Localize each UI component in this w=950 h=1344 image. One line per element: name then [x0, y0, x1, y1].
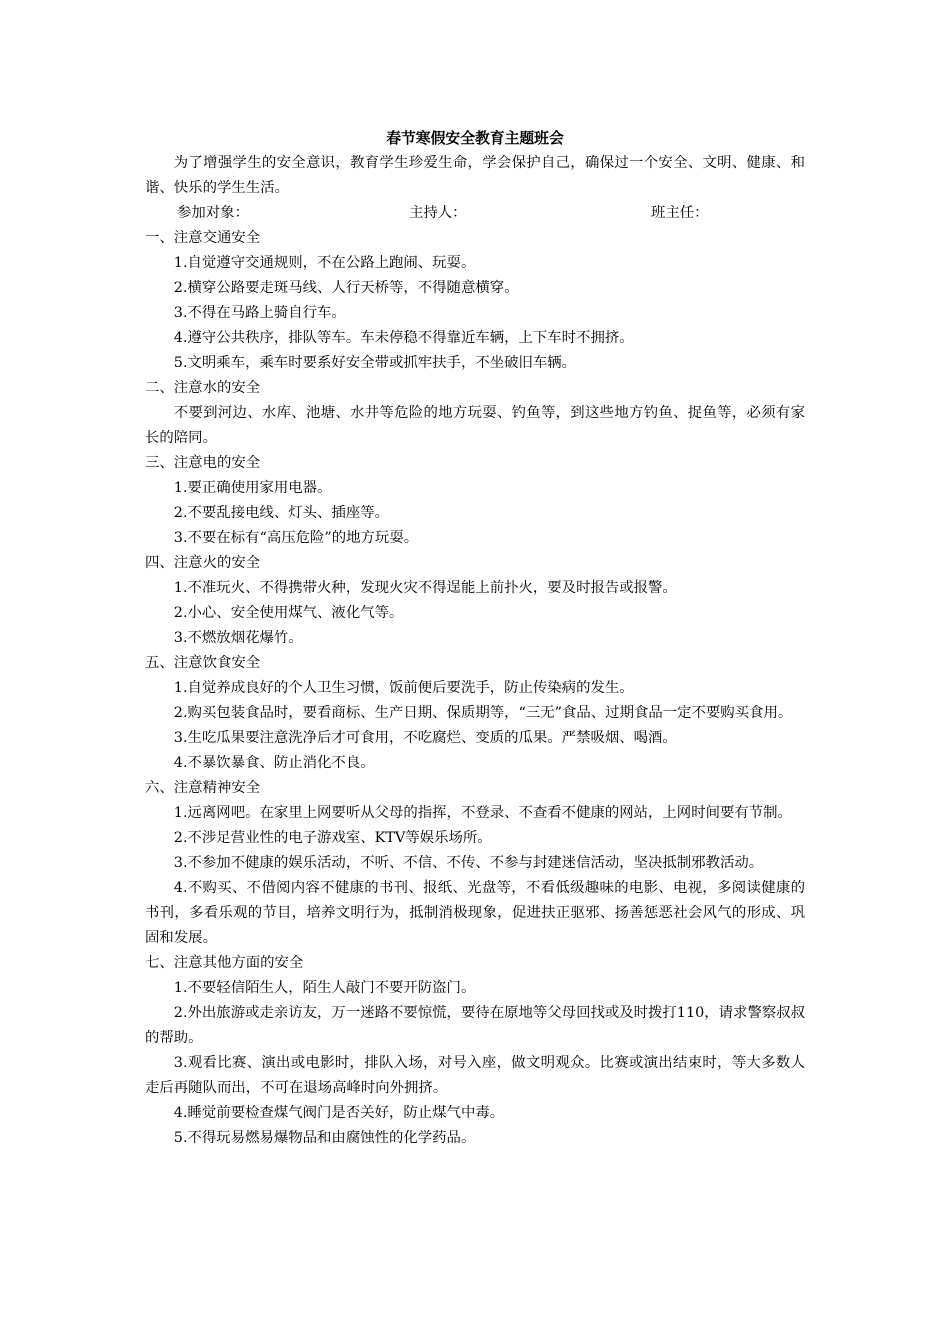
- intro-paragraph: 为了增强学生的安全意识，教育学生珍爱生命，学会保护自己，确保过一个安全、文明、健康、和谐、快乐的学生生活。: [145, 155, 805, 196]
- section-item: 3.不参加不健康的娱乐活动，不听、不信、不传、不参与封建迷信活动，坚决抵制邪教活动。: [173, 855, 764, 871]
- section-item: 不要到河边、水库、池塘、水井等危险的地方玩耍、钓鱼等，到这些地方钓鱼、捉鱼等，必须有家长的陪同。: [145, 405, 805, 446]
- meta-participants: 参加对象：: [177, 205, 249, 221]
- section-item: 5.文明乘车，乘车时要系好安全带或抓牢扶手，不坐破旧车辆。: [173, 355, 577, 371]
- section-item: 3.观看比赛、演出或电影时，排队入场，对号入座，做文明观众。比赛或演出结束时，等大多数人走后再随队而出，不可在退场高峰时向外拥挤。: [145, 1055, 805, 1096]
- section-item: 4.睡觉前要检查煤气阀门是否关好，防止煤气中毒。: [173, 1105, 505, 1121]
- document-title: 春节寒假安全教育主题班会: [386, 130, 564, 147]
- section-heading: 一、注意交通安全: [145, 230, 261, 246]
- section-item: 1.不要轻信陌生人，陌生人敲门不要开防盗门。: [173, 980, 476, 996]
- meta-row: [145, 201, 805, 226]
- section-food: [145, 651, 805, 776]
- section-other: [145, 951, 805, 1151]
- section-item: 1.远离网吧。在家里上网要听从父母的指挥，不登录、不查看不健康的网站，上网时间要有节制。: [173, 805, 792, 821]
- section-item: 2.小心、安全使用煤气、液化气等。: [173, 605, 404, 621]
- section-item: 4.遵守公共秩序，排队等车。车未停稳不得靠近车辆，上下车时不拥挤。: [173, 330, 634, 346]
- section-item: 4.不暴饮暴食、防止消化不良。: [173, 755, 375, 771]
- section-heading: 二、注意水的安全: [145, 380, 261, 396]
- section-heading: 五、注意饮食安全: [145, 655, 261, 671]
- section-item: 3.生吃瓜果要注意洗净后才可食用，不吃腐烂、变质的瓜果。严禁吸烟、喝酒。: [173, 730, 677, 746]
- section-heading: 六、注意精神安全: [145, 780, 261, 796]
- section-heading: 三、注意电的安全: [145, 455, 261, 471]
- section-heading: 七、注意其他方面的安全: [145, 955, 304, 971]
- section-item: 2.外出旅游或走亲访友，万一迷路不要惊慌，要待在原地等父母回找或及时拨打110，请求警察叔叔的帮助。: [145, 1005, 806, 1046]
- section-item: 4.不购买、不借阅内容不健康的书刊、报纸、光盘等，不看低级趣味的电影、电视，多阅读健康的书刊，多看乐观的节目，培养文明行为，抵制消极现象，促进扶正驱邪、扬善惩恶社会风气的形成、巩固和发展。: [145, 880, 805, 946]
- section-item: 1.自觉养成良好的个人卫生习惯，饭前便后要洗手，防止传染病的发生。: [173, 680, 634, 696]
- section-item: 1.要正确使用家用电器。: [173, 480, 332, 496]
- section-item: 3.不得在马路上骑自行车。: [173, 305, 346, 321]
- section-item: 3.不燃放烟花爆竹。: [173, 630, 303, 646]
- section-item: 2.不要乱接电线、灯头、插座等。: [173, 505, 389, 521]
- meta-host: 主持人：: [409, 205, 467, 221]
- section-fire: [145, 551, 805, 651]
- section-item: 5.不得玩易燃易爆物品和由腐蚀性的化学药品。: [173, 1130, 476, 1146]
- section-item: 2.不涉足营业性的电子游戏室、KTV等娱乐场所。: [173, 830, 492, 846]
- section-mental: [145, 776, 805, 951]
- meta-teacher: 班主任：: [651, 205, 709, 221]
- section-item: 1.自觉遵守交通规则，不在公路上跑闹、玩耍。: [173, 255, 476, 271]
- section-item: 2.购买包装食品时，要看商标、生产日期、保质期等，“三无”食品、过期食品一定不要购买食用。: [173, 705, 793, 721]
- section-traffic: [145, 226, 805, 376]
- section-heading: 四、注意火的安全: [145, 555, 261, 571]
- section-item: 1.不准玩火、不得携带火种，发现火灾不得逞能上前扑火，要及时报告或报警。: [173, 580, 677, 596]
- section-water: [145, 376, 805, 451]
- section-item: 3.不要在标有“高压危险”的地方玩耍。: [173, 530, 419, 546]
- section-electricity: [145, 451, 805, 551]
- document-body: [145, 126, 805, 1151]
- section-item: 2.横穿公路要走斑马线、人行天桥等，不得随意横穿。: [173, 280, 519, 296]
